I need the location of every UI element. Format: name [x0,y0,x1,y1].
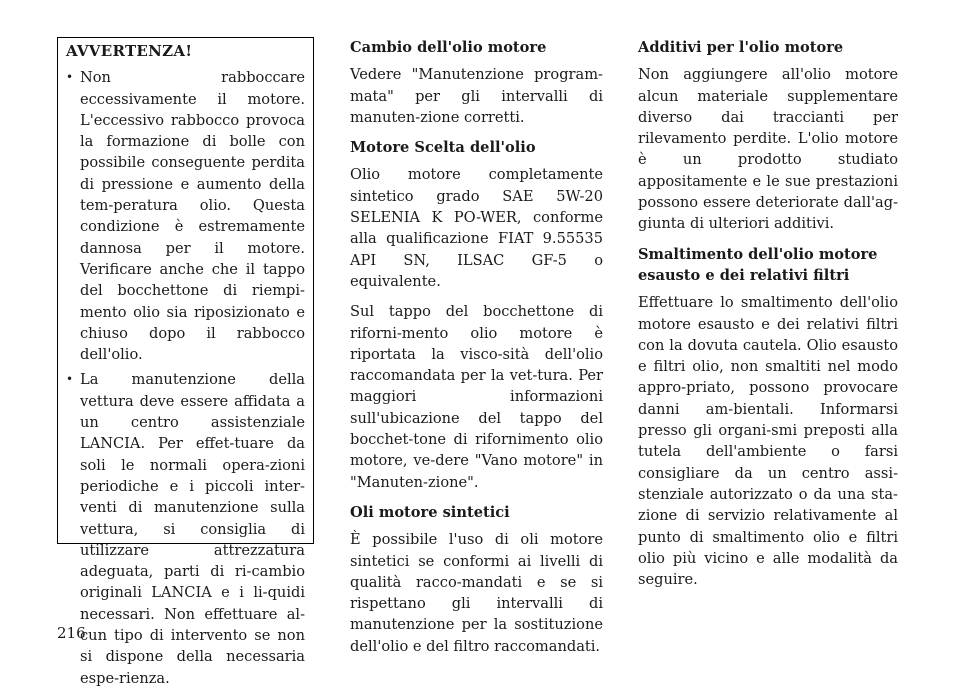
section-heading-oil-choice: Motore Scelta dell'olio [350,139,536,157]
warning-item [66,369,305,688]
warning-list [66,67,305,689]
column-right [638,37,898,599]
section-heading-disposal-line2: esausto e dei relativi filtri [638,266,850,284]
section-heading-disposal [638,244,898,287]
warning-item-text: La manutenzione della vettura deve essere affidata a un centro assistenziale LANCIA. Per effet-tuare da soli le normali opera-zioni periodiche e i piccoli inter-venti di manutenzione sulla vettura, si consiglia di utilizzare attrezzatura adeguata, parti di ri-cambio originali LANCIA e i li-quidi necessari. Non effettuare al-cun tipo di intervento se non si dispone della necessaria espe-rienza. [80,371,305,687]
paragraph-synthetic-oils: È possibile l'uso di oli motore sintetici se conformi ai livelli di qualità racco-mandati e se si rispettano gli intervalli di manutenzione per la sostituzione dell'olio e del filtro raccomandati. [350,531,603,655]
paragraph-oil-spec: Olio motore completamente sintetico grado SAE 5W-20 SELENIA K PO-WER, conforme alla qualificazione FIAT 9.55535 API SN, ILSAC GF-5 o equivalente. [350,166,603,290]
bullet-icon: • [66,372,74,387]
paragraph-oil-viscosity: Sul tappo del bocchettone di riforni-mento olio motore è riportata la visco-sità dell'olio raccomandata per la vet-tura. Per maggiori informazioni sull'ubicazione del tappo del bocchet-tone di rifornimento olio motore, ve-dere "Vano motore" in "Manuten-zione". [350,303,603,491]
warning-title: AVVERTENZA! [66,42,193,60]
bullet-icon: • [66,70,74,85]
section-heading-additives: Additivi per l'olio motore [638,39,844,56]
column-middle [350,37,603,666]
section-heading-oil-change: Cambio dell'olio motore [350,39,547,56]
page-number: 216 [57,624,86,642]
paragraph-additives: Non aggiungere all'olio motore alcun materiale supplementare diverso dai traccianti per rilevamento perdite. L'olio motore è un prodotto studiato appositamente e le sue prestazioni possono essere deteriorate dall'ag-giunta di ulteriori additivi. [638,66,898,233]
section-heading-disposal-line1: Smaltimento dell'olio motore [638,245,878,263]
warning-item [66,67,305,365]
paragraph-oil-change: Vedere "Manutenzione program-mata" per gli intervalli di manuten-zione corretti. [350,66,603,126]
section-heading-synthetic-oils: Oli motore sintetici [350,503,510,521]
warning-item-text: Non rabboccare eccessivamente il motore. L'eccessivo rabbocco provoca la formazione di bolle con possibile conseguente perdita di pressione e aumento della tem-peratura olio. Questa condizione è estremamente dannosa per il motore. Verificare anche che il tappo del bocchettone di riempi-mento olio sia riposizionato e chiuso dopo il rabbocco dell'olio. [80,69,305,364]
paragraph-disposal: Effettuare lo smaltimento dell'olio motore esausto e dei relativi filtri con la dovuta cautela. Olio esausto e filtri olio, non smaltiti nel modo appro-priato, possono provocare danni am-bientali. Informarsi presso gli organi-smi preposti alla tutela dell'ambiente o farsi consigliare da un centro assi-stenziale autorizzato o da una sta-zione di servizio relativamente al punto di smaltimento olio e filtri olio più vicino e alle modalità da seguire. [638,294,898,589]
